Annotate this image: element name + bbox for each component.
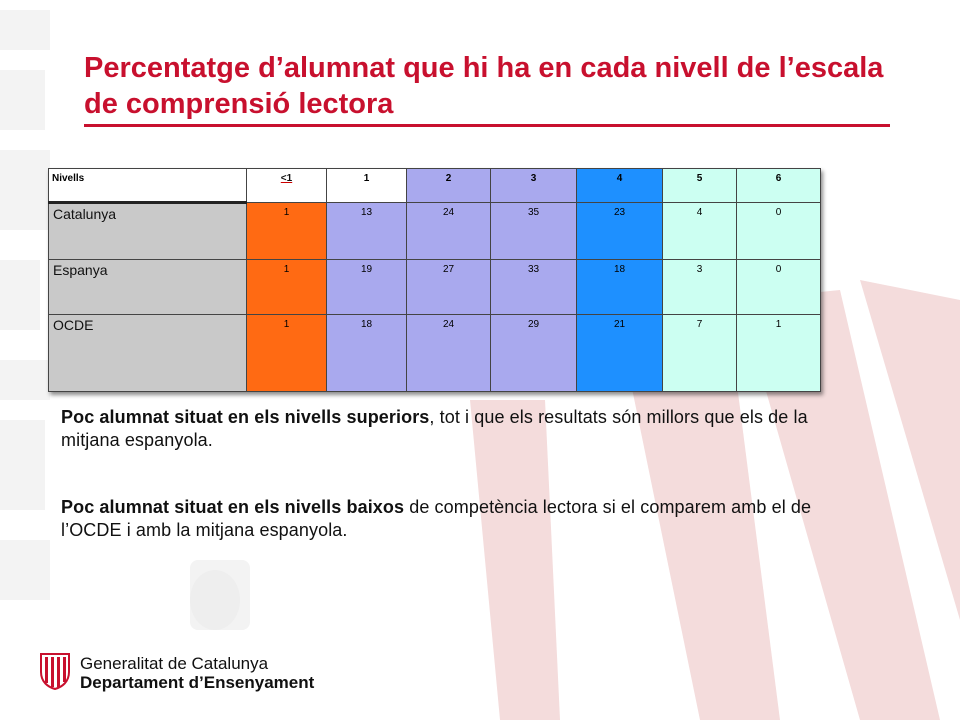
table-cell: 24 xyxy=(407,315,491,392)
table-cell: 29 xyxy=(491,315,577,392)
header-level-below-1 xyxy=(247,169,327,203)
table-row xyxy=(49,203,821,260)
header-level-6: 6 xyxy=(737,169,821,203)
header-level-5: 5 xyxy=(663,169,737,203)
table-cell: 27 xyxy=(407,260,491,315)
table-row xyxy=(49,260,821,315)
reading-levels-table xyxy=(48,168,821,392)
footer-department: Departament d’Ensenyament xyxy=(80,673,315,692)
paragraph-superior-levels-bold: Poc alumnat situat en els nivells superiors xyxy=(61,407,430,427)
table-cell: 1 xyxy=(247,315,327,392)
row-label-ocde: OCDE xyxy=(49,315,247,392)
table-cell: 1 xyxy=(737,315,821,392)
table-cell: 23 xyxy=(577,203,663,260)
header-level-4: 4 xyxy=(577,169,663,203)
table-cell: 3 xyxy=(663,260,737,315)
generalitat-logo-icon xyxy=(38,652,72,690)
table-cell: 1 xyxy=(247,203,327,260)
table-cell: 4 xyxy=(663,203,737,260)
table-cell: 0 xyxy=(737,203,821,260)
paragraph-low-levels-bold: Poc alumnat situat en els nivells baixos xyxy=(61,497,405,517)
header-level-3: 3 xyxy=(491,169,577,203)
paragraph-superior-levels xyxy=(61,406,841,452)
header-nivells: Nivells xyxy=(49,169,247,203)
table-cell: 0 xyxy=(737,260,821,315)
header-level-2: 2 xyxy=(407,169,491,203)
table-cell: 19 xyxy=(327,260,407,315)
table-cell: 18 xyxy=(577,260,663,315)
table-row xyxy=(49,315,821,392)
title-underline xyxy=(84,124,890,127)
table-cell: 1 xyxy=(247,260,327,315)
table-header-row xyxy=(49,169,821,203)
table-cell: 13 xyxy=(327,203,407,260)
row-label-espanya: Espanya xyxy=(49,260,247,315)
slide-title: Percentatge d’alumnat que hi ha en cada nivell de l’escala de comprensió lectora xyxy=(84,52,884,120)
table-cell: 33 xyxy=(491,260,577,315)
paragraph-low-levels xyxy=(61,496,841,542)
table-cell: 21 xyxy=(577,315,663,392)
table-cell: 18 xyxy=(327,315,407,392)
row-label-catalunya: Catalunya xyxy=(49,203,247,260)
table-cell: 7 xyxy=(663,315,737,392)
footer-organization: Generalitat de Catalunya xyxy=(80,654,269,673)
table-cell: 35 xyxy=(491,203,577,260)
table-cell: 24 xyxy=(407,203,491,260)
paragraph-superior-levels-rest: , tot i que els resultats són millors que els de la mitjana espanyola. xyxy=(61,407,808,450)
paragraph-low-levels-rest: de competència lectora si el comparem amb el de l’OCDE i amb la mitjana espanyola. xyxy=(61,497,812,540)
header-level-below-1-label: <1 xyxy=(280,173,293,184)
header-level-1: 1 xyxy=(327,169,407,203)
